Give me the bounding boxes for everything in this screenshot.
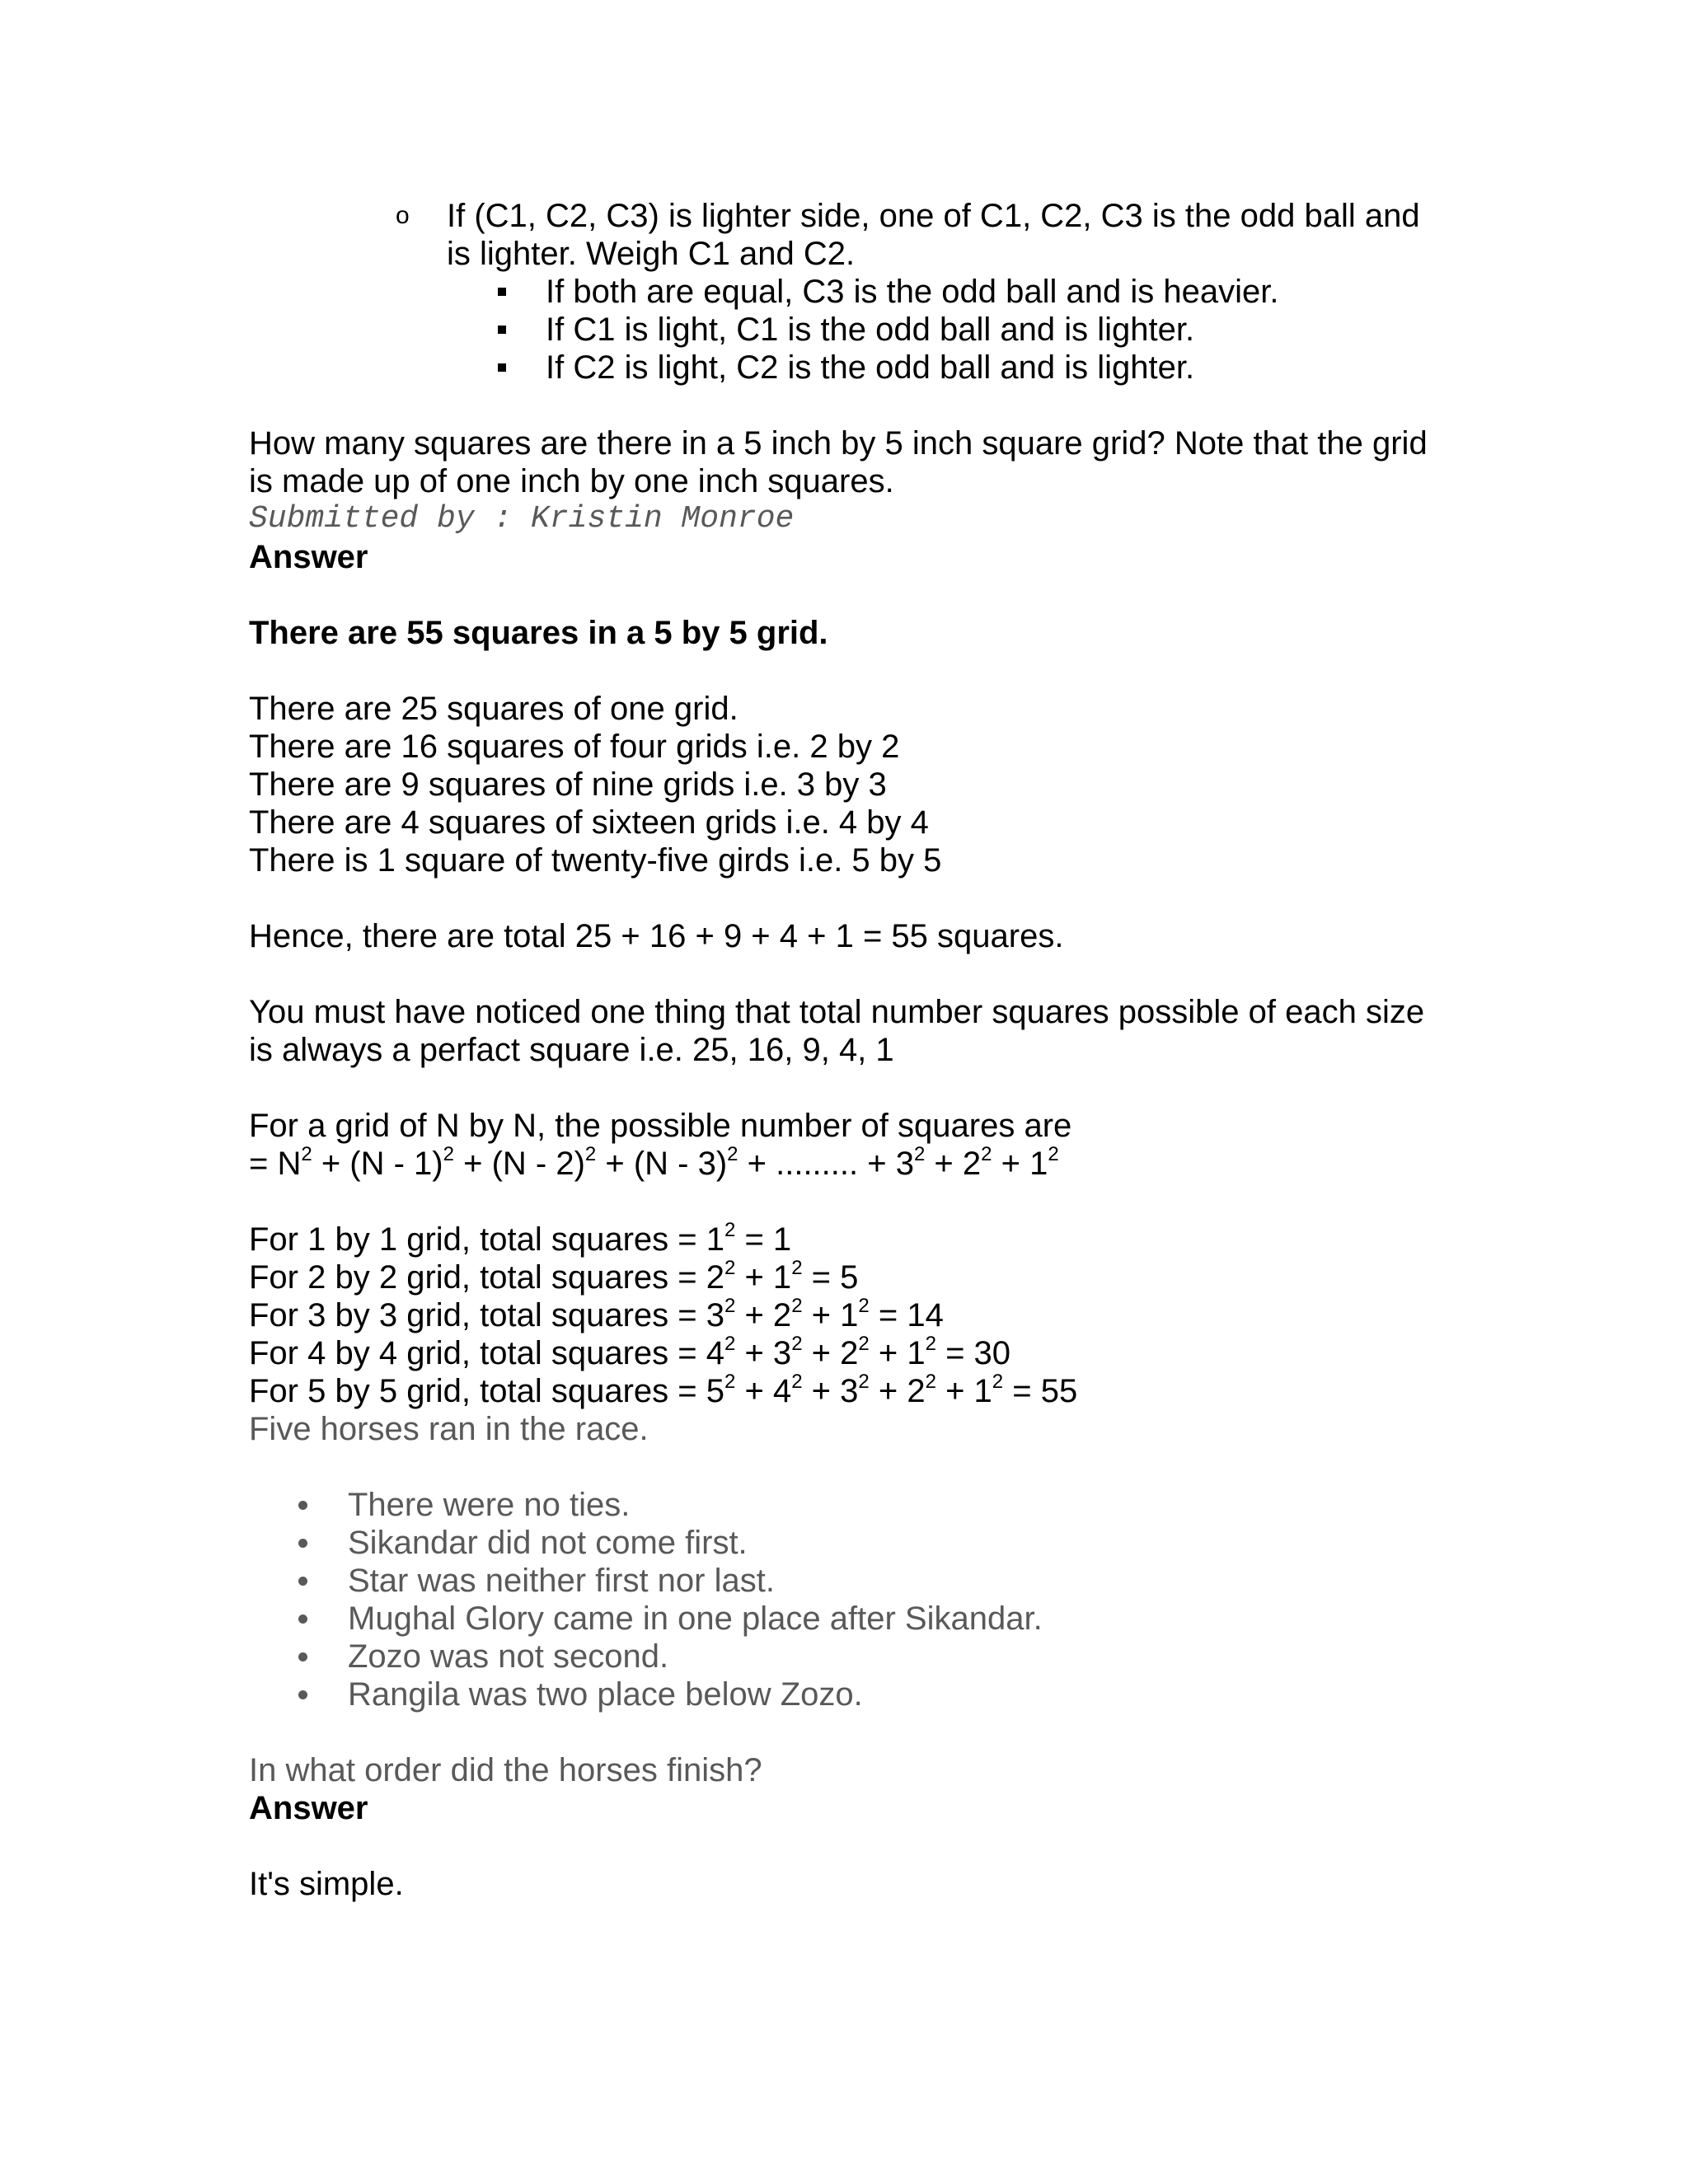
squares-counts: [249, 690, 1452, 879]
submitted-by: Submitted by : Kristin Monroe: [249, 501, 795, 537]
horses-answer-start: It's simple.: [249, 1866, 404, 1902]
bullet-dot-icon: [298, 1652, 307, 1661]
horses-question-block: [249, 1751, 1452, 1827]
squares-question: [249, 424, 1452, 576]
example-line: For 1 by 1 grid, total squares = $1^2 = 1$: [249, 1219, 792, 1258]
formula-expression: = $N^2 + (N - 1)^2 + (N - 2)^2 + (N - 3)^2$ + ......... + $3^2 + 2^2 + 1^2$: [249, 1143, 1059, 1182]
squares-count-line: There is 1 square of twenty-five girds i.e. 5 by 5: [249, 842, 942, 879]
squares-question-line-2: is made up of one inch by one inch squares.: [249, 463, 894, 499]
weighing-bullet: If C2 is light, C2 is the odd ball and is lighter.: [546, 349, 1195, 386]
squares-note: [249, 993, 1452, 1069]
squares-total: Hence, there are total 25 + 16 + 9 + 4 + 1 = 55 squares.: [249, 918, 1064, 954]
squares-note-line-1: You must have noticed one thing that total number squares possible of each size: [249, 994, 1425, 1030]
formula-intro: For a grid of N by N, the possible number of squares are: [249, 1108, 1072, 1144]
horse-clue: There were no ties.: [348, 1487, 631, 1523]
bullet-dot-icon: [298, 1577, 307, 1586]
square-bullet-icon: [498, 326, 506, 334]
square-bullet-icon: [498, 363, 506, 372]
weighing-bullet: If both are equal, C3 is the odd ball and is heavier.: [546, 274, 1279, 310]
squares-formula: [249, 1107, 1452, 1183]
horses-question: In what order did the horses finish?: [249, 1752, 762, 1788]
squares-question-line-1: How many squares are there in a 5 inch by 5 inch square grid? Note that the grid: [249, 425, 1428, 462]
example-line: For 2 by 2 grid, total squares = $2^2 + 1^2 = 5$: [249, 1257, 859, 1296]
example-line: For 4 by 4 grid, total squares = $4^2 + 3^2 + 2^2 + 1^2 = 30$: [249, 1333, 1011, 1371]
horse-clue: Mughal Glory came in one place after Sikandar.: [348, 1601, 1043, 1637]
squares-count-line: There are 4 squares of sixteen grids i.e. 4 by 4: [249, 804, 929, 841]
squares-note-line-2: is always a perfact square i.e. 25, 16, 9, 4, 1: [249, 1032, 894, 1068]
squares-count-line: There are 16 squares of four grids i.e. 2 by 2: [249, 729, 900, 765]
answer-heading[interactable]: Answer: [249, 539, 368, 575]
bullet-dot-icon: [298, 1690, 307, 1699]
horse-clue: Rangila was two place below Zozo.: [348, 1676, 863, 1713]
example-line: For 3 by 3 grid, total squares = $3^2 + 2^2 + 1^2 = 14$: [249, 1295, 944, 1333]
weighing-bullet: If C1 is light, C1 is the odd ball and is lighter.: [546, 312, 1195, 348]
squares-count-line: There are 9 squares of nine grids i.e. 3 by 3: [249, 766, 887, 803]
horse-clue: Zozo was not second.: [348, 1638, 669, 1675]
weighing-intro: [447, 197, 1461, 273]
bullet-dot-icon: [298, 1539, 307, 1548]
weighing-intro-line-2: is lighter. Weigh C1 and C2.: [447, 236, 856, 272]
squares-answer-heading: There are 55 squares in a 5 by 5 grid.: [249, 615, 828, 651]
example-line: For 5 by 5 grid, total squares = $5^2 + 4^2 + 3^2 + 2^2 + 1^2 = 55$: [249, 1371, 1078, 1409]
bullet-dot-icon: [298, 1501, 307, 1510]
squares-examples: [249, 1221, 1452, 1410]
circle-bullet-icon: o: [396, 202, 410, 229]
squares-count-line: There are 25 squares of one grid.: [249, 691, 738, 727]
bullet-dot-icon: [298, 1615, 307, 1624]
horse-clue: Sikandar did not come first.: [348, 1525, 748, 1561]
horse-clue: Star was neither first nor last.: [348, 1563, 775, 1599]
horses-intro: Five horses ran in the race.: [249, 1411, 649, 1447]
square-bullet-icon: [498, 288, 506, 296]
weighing-intro-line-1: If (C1, C2, C3) is lighter side, one of C1, C2, C3 is the odd ball and: [447, 198, 1420, 234]
answer-heading[interactable]: Answer: [249, 1790, 368, 1826]
